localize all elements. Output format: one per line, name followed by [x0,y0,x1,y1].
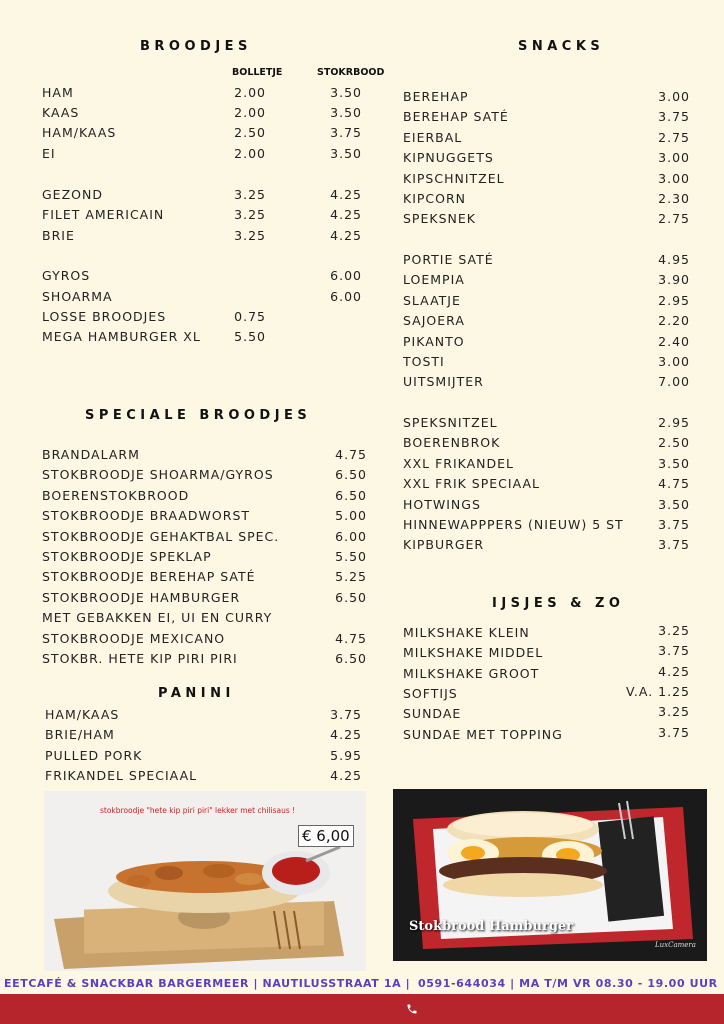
item-price: 4.25 [330,207,362,222]
menu-item-name: BEREHAP [403,89,469,104]
menu-item-name: KIPCORN [403,191,467,206]
item-price: 6.00 [330,289,362,304]
menu-item-name: SPEKSNEK [403,211,476,227]
footer-address: EETCAFÉ & SNACKBAR BARGERMEER | NAUTILUSSTRAAT 1A | [4,977,411,990]
item-price: 3.25 [658,704,690,719]
menu-item-name: MEGA HAMBURGER XL [42,329,201,344]
sandwich-illustration [44,791,366,971]
photo-caption: stokbroodje "hete kip piri piri" lekker met chilisaus ! [100,806,296,815]
footer-bar [0,994,724,1024]
item-price: V.A. 1.25 [625,684,690,699]
menu-item-name: EIERBAL [403,129,463,145]
menu-item-name: STOKBROODJE BEREHAP SATÉ [42,569,256,585]
item-price: 2.30 [658,191,690,206]
item-price: 3.75 [330,707,362,722]
col-header-bolletje: BOLLETJE [232,67,283,78]
section-title-panini: PANINI [158,686,235,701]
item-price: 3.00 [658,150,690,166]
item-price: 2.20 [658,313,690,329]
item-price: 3.50 [330,105,362,120]
item-price: 3.25 [234,228,266,243]
item-price: 6.00 [335,528,367,544]
item-price: 4.75 [335,630,367,646]
photo-piri-piri-sandwich [44,791,366,971]
menu-item-name: HAM/KAAS [45,707,120,722]
menu-item-name: KIPNUGGETS [403,150,494,166]
menu-item-name: BOERENSTOKBROOD [42,487,190,503]
item-price: 2.50 [658,435,690,451]
item-price: 3.75 [658,109,690,125]
photo-stokbrood-hamburger [393,789,707,961]
menu-item-name: MILKSHAKE MIDDEL [403,645,544,660]
item-price: 3.25 [234,207,266,222]
menu-item-name: KAAS [42,105,80,120]
menu-item-name: SUNDAE MET TOPPING [403,727,563,742]
item-price: 2.00 [234,105,266,120]
section-title-snacks: SNACKS [518,39,605,54]
col-header-stokbrood: STOKRBOOD [317,67,385,78]
item-price: 4.25 [330,768,362,784]
menu-item-name: KIPBURGER [403,537,485,553]
menu-item-name: MILKSHAKE GROOT [403,666,540,681]
item-price: 6.50 [335,651,367,666]
section-title-speciale-broodjes: SPECIALE BROODJES [85,408,312,423]
menu-item-name: HINNEWAPPPERS (NIEUW) 5 ST [403,517,624,532]
item-price: 3.00 [658,89,690,104]
item-price: 6.50 [335,589,367,605]
menu-item-name: LOEMPIA [403,272,465,288]
menu-item-name: XXL FRIK SPECIAAL [403,476,540,492]
menu-item-name: BRANDALARM [42,447,140,462]
menu-item-name: SPEKSNITZEL [403,415,498,430]
item-price: 3.75 [658,725,690,740]
menu-item-name: SOFTIJS [403,686,458,701]
menu-item-name: HOTWINGS [403,496,481,512]
menu-item-name: STOKBROODJE GEHAKTBAL SPEC. [42,528,280,544]
item-price: 6.50 [335,487,367,503]
item-price: 2.40 [658,333,690,349]
menu-item-name: GEZOND [42,187,103,202]
menu-item-name: KIPSCHNITZEL [403,170,505,186]
menu-item-name: MILKSHAKE KLEIN [403,625,530,640]
item-price: 3.25 [234,187,266,202]
item-price: 3.75 [330,125,362,140]
menu-item-name: FRIKANDEL SPECIAAL [45,768,198,784]
menu-item-name: STOKBROODJE MEXICANO [42,630,226,646]
item-price: 7.00 [658,374,690,390]
menu-item-name: SUNDAE [403,706,462,721]
menu-item-name: XXL FRIKANDEL [403,455,514,471]
item-price: 3.50 [658,455,690,471]
item-price: 2.95 [658,415,690,430]
item-price: 3.25 [658,623,690,638]
item-price: 3.50 [330,146,362,161]
photographer-signature: LuxCamera [655,941,696,949]
menu-item-name: MET GEBAKKEN EI, UI EN CURRY [42,610,273,626]
item-price: 2.50 [234,125,266,140]
item-price: 3.75 [658,537,690,553]
item-price: 3.00 [658,170,690,186]
item-price: 4.75 [335,447,367,462]
item-price: 5.50 [234,329,266,344]
item-price: 2.75 [658,211,690,227]
menu-item-name: SAJOERA [403,313,465,329]
menu-item-name: HAM [42,85,74,100]
menu-item-name: STOKBROODJE BRAADWORST [42,508,251,524]
menu-item-name: EI [42,146,56,161]
footer [0,975,724,993]
item-price: 0.75 [234,309,266,324]
menu-item-name: BEREHAP SATÉ [403,109,509,125]
item-price: 2.00 [234,85,266,100]
menu-item-name: SHOARMA [42,289,113,304]
menu-item-name: GYROS [42,268,91,283]
menu-item-name: STOKBROODJE SHOARMA/GYROS [42,467,274,483]
item-price: 4.25 [330,727,362,743]
item-price: 6.50 [335,467,367,483]
item-price: 2.00 [234,146,266,161]
item-price: 5.25 [335,569,367,585]
item-price: 3.50 [330,85,362,100]
photo-caption: Stokbrood Hamburger [409,919,574,934]
item-price: 4.75 [658,476,690,492]
phone-icon[interactable] [406,1003,418,1015]
footer-phone-hours: 0591-644034 | MA T/M VR 08.30 - 19.00 UUR [418,977,718,990]
item-price: 3.50 [658,496,690,512]
item-price: 5.50 [335,549,367,564]
item-price: 3.75 [658,643,690,658]
menu-item-name: FILET AMERICAIN [42,207,165,222]
menu-item-name: PULLED PORK [45,747,143,763]
menu-item-name: LOSSE BROODJES [42,309,167,324]
hamburger-illustration [393,789,707,961]
menu-item-name: BRIE [42,228,75,243]
item-price: 4.25 [330,228,362,243]
menu-item-name: BOERENBROK [403,435,501,451]
section-title-broodjes: BROODJES [140,39,252,54]
menu-item-name: HAM/KAAS [42,125,117,140]
menu-item-name: STOKBROODJE SPEKLAP [42,549,212,564]
item-price: 6.00 [330,268,362,283]
item-price: 4.25 [330,187,362,202]
item-price: 5.95 [330,747,362,763]
menu-item-name: STOKBROODJE HAMBURGER [42,589,241,605]
item-price: 3.90 [658,272,690,288]
menu-item-name: PIKANTO [403,333,465,349]
item-price: 2.75 [658,129,690,145]
item-price: 5.00 [335,508,367,524]
item-price: 3.00 [658,354,690,369]
item-price: 4.25 [658,664,690,679]
item-price: 3.75 [658,517,690,532]
menu-item-name: UITSMIJTER [403,374,484,390]
section-title-ijsjes: IJSJES & ZO [492,596,625,611]
item-price: 4.95 [658,252,690,267]
menu-item-name: PORTIE SATÉ [403,252,494,267]
menu-item-name: STOKBR. HETE KIP PIRI PIRI [42,651,238,666]
menu-item-name: SLAATJE [403,292,461,308]
menu-item-name: BRIE/HAM [45,727,115,743]
menu-item-name: TOSTI [403,354,445,369]
price-tag: € 6,00 [298,825,354,847]
item-price: 2.95 [658,292,690,308]
